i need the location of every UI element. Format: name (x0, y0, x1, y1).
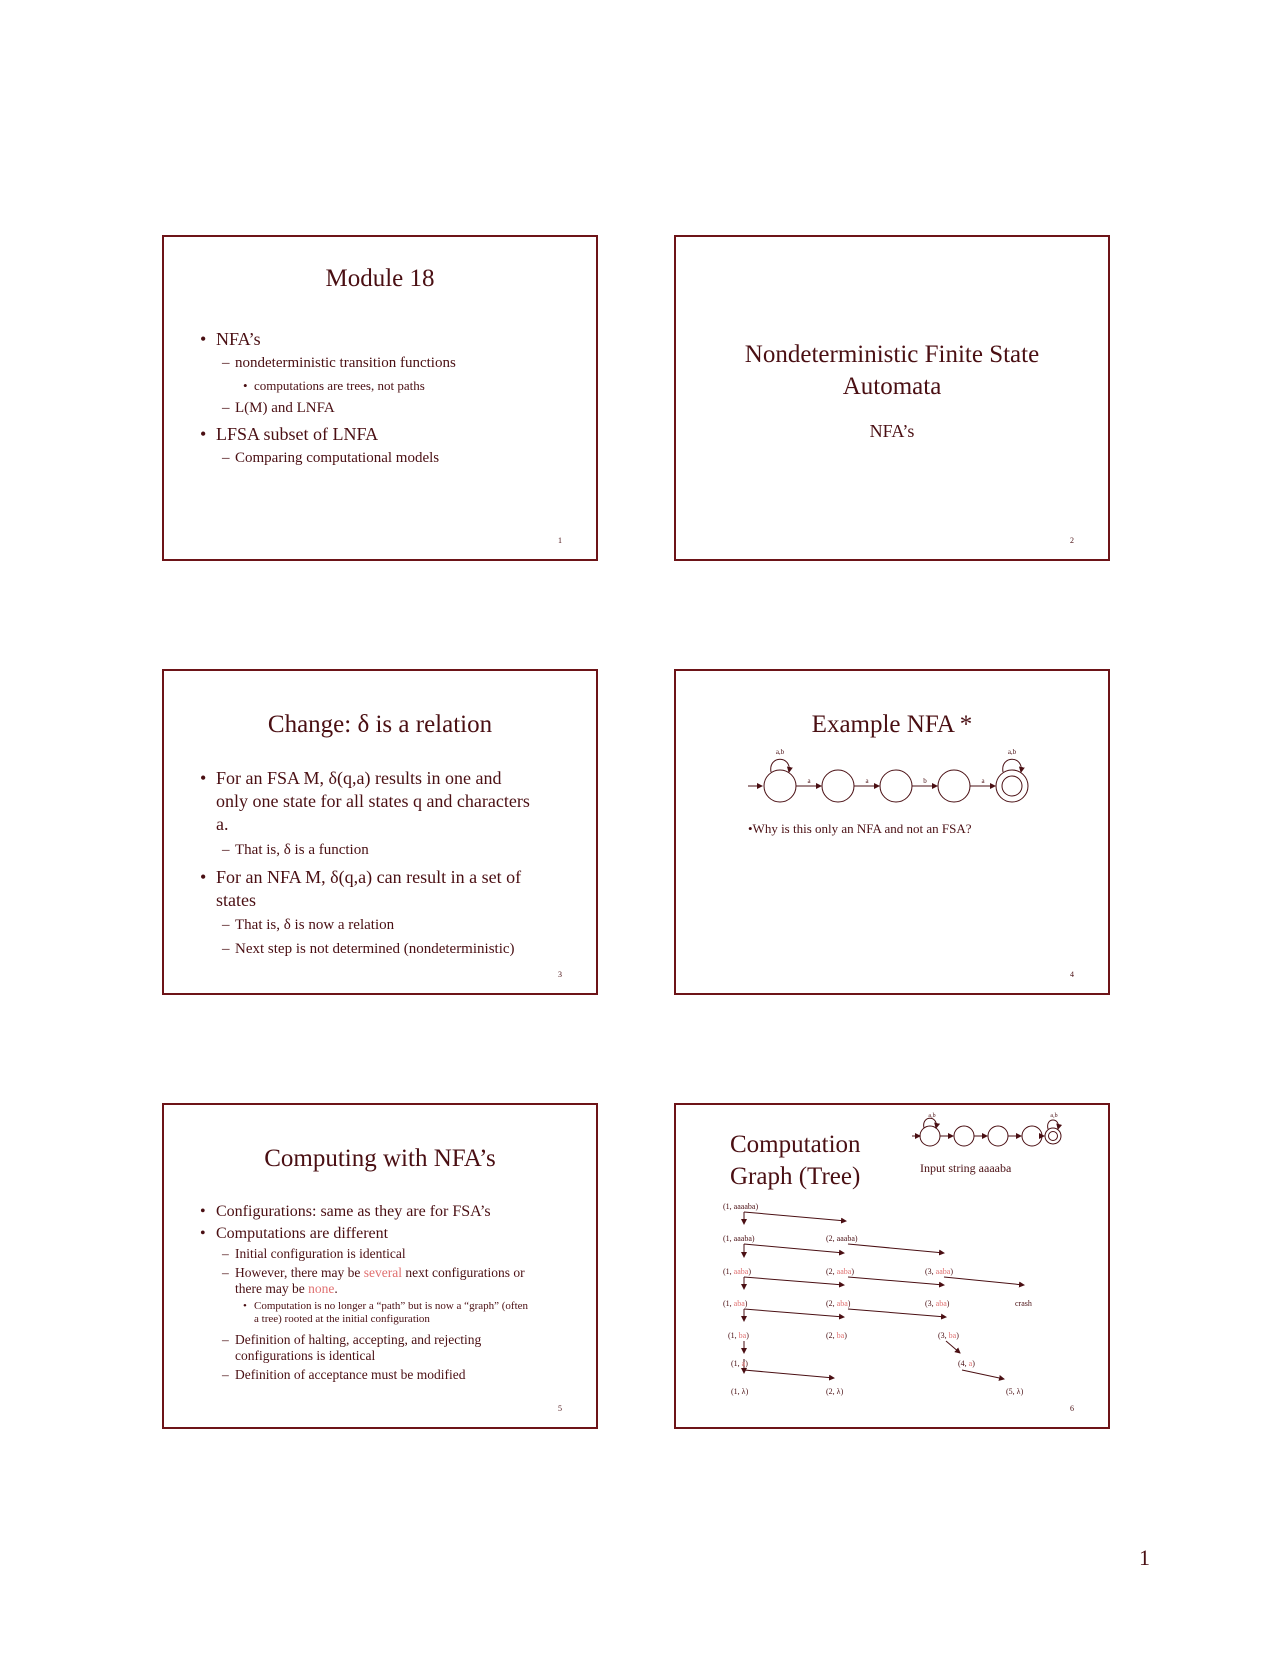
sub-bullet: – nondeterministic transition functions (235, 354, 456, 373)
slide-title: Computation (730, 1131, 861, 1158)
config: (1, ba) (728, 1331, 749, 1340)
highlight-text: none (308, 1281, 335, 1296)
state-1 (920, 1126, 940, 1146)
computation-graph (676, 1105, 1108, 1427)
config: (3, aaba) (925, 1267, 953, 1276)
slide-number: 3 (558, 970, 562, 979)
tree-edge (962, 1370, 1004, 1379)
crash-label: crash (1015, 1299, 1032, 1308)
bullet: • Configurations: same as they are for FSA’s (216, 1202, 491, 1222)
slide-subtitle: NFA’s (869, 421, 915, 441)
config: (2, ba) (826, 1331, 847, 1340)
edge-label: a (807, 777, 811, 785)
state-5-accepting (1045, 1128, 1061, 1144)
edge-label: a (981, 777, 985, 785)
state-5-inner-ring (1049, 1132, 1058, 1141)
loop-label: a,b (1050, 1113, 1058, 1119)
slide-title: Computing with NFA’s (264, 1145, 496, 1172)
sub-sub-bullet: • Computation is no longer a “path” but is now a “graph” (often (254, 1300, 528, 1313)
slide-6 (674, 1103, 1110, 1429)
slide-number: 5 (558, 1404, 562, 1413)
tree-edge (744, 1244, 844, 1253)
loop-label: a,b (928, 1113, 936, 1119)
bullet: • For an FSA M, δ(q,a) results in one and (216, 767, 501, 790)
state-4 (1022, 1126, 1042, 1146)
tree-edge (744, 1212, 846, 1221)
config: (3, aba) (925, 1299, 950, 1308)
bullet: • LFSA subset of LNFA (216, 423, 378, 446)
edge-label: a (865, 777, 869, 785)
slide-title-line2: Automata (842, 373, 942, 400)
sub-bullet: – That is, δ is now a relation (235, 916, 394, 935)
input-string-label: Input string aaaaba (920, 1161, 1012, 1175)
tree-edges (744, 1212, 1024, 1379)
state-3 (880, 770, 912, 802)
state-2 (822, 770, 854, 802)
sub-bullet: – Definition of acceptance must be modified (235, 1366, 466, 1383)
tree-edge (946, 1341, 960, 1353)
sub-bullet-continuation (235, 1280, 338, 1297)
slide-number: 6 (1070, 1404, 1074, 1413)
text: there may be (235, 1281, 309, 1296)
slide-1 (162, 235, 598, 561)
text: next configurations or (402, 1265, 525, 1280)
tree-edge (744, 1309, 844, 1317)
text: However, there may be (235, 1265, 364, 1280)
slide-3 (162, 669, 598, 995)
slide-title: Module 18 (325, 265, 435, 292)
edge-label: b (923, 777, 927, 785)
config: (1, a) (731, 1359, 748, 1368)
text: . (334, 1281, 338, 1296)
config: (2, aaaba) (826, 1234, 858, 1243)
sub-bullet: – That is, δ is a function (235, 841, 369, 860)
state-4 (938, 770, 970, 802)
bullet: • Computations are different (216, 1224, 388, 1244)
sub-bullet-continuation: configurations is identical (235, 1348, 376, 1363)
page-number: 1 (1139, 1545, 1150, 1570)
config-labels (723, 1202, 1032, 1396)
mini-nfa (912, 1113, 1061, 1146)
sub-bullet: – Initial configuration is identical (235, 1245, 406, 1262)
tree-edge (848, 1309, 946, 1317)
config: (1, aba) (723, 1299, 748, 1308)
slide-title: Example NFA * (811, 711, 973, 738)
bullet-continuation: only one state for all states q and characters (216, 791, 530, 811)
slide-title: Nondeterministic Finite State (744, 341, 1040, 368)
tree-edge (944, 1277, 1024, 1285)
bullet: • For an NFA M, δ(q,a) can result in a set of (216, 866, 521, 889)
sub-bullet (235, 1264, 525, 1281)
config: (4, a) (958, 1359, 975, 1368)
config: (3, ba) (938, 1331, 959, 1340)
config: (1, aaaaba) (723, 1202, 759, 1211)
sub-sub-bullet: • computations are trees, not paths (254, 378, 425, 394)
slide-5 (162, 1103, 598, 1429)
tree-edge (848, 1277, 944, 1285)
slide-number: 4 (1070, 970, 1074, 979)
tree-edge (744, 1277, 844, 1285)
tree-edge (848, 1244, 944, 1253)
bullet: • NFA’s (216, 328, 261, 351)
state-1 (764, 770, 796, 802)
slide-number: 2 (1070, 536, 1074, 545)
loop-label: a,b (1007, 748, 1017, 756)
slide-title: Change: δ is a relation (267, 711, 493, 738)
sub-bullet: – Next step is not determined (nondeterministic) (235, 940, 515, 959)
config: (2, aba) (826, 1299, 851, 1308)
tree-edge (744, 1370, 834, 1378)
state-5-inner-ring (1002, 776, 1022, 796)
question-text: •Why is this only an NFA and not an FSA? (748, 821, 972, 836)
slide-2 (674, 235, 1110, 561)
bullet-continuation: a. (216, 814, 229, 834)
sub-bullet: – Definition of halting, accepting, and rejecting (235, 1331, 481, 1348)
state-2 (954, 1126, 974, 1146)
state-3 (988, 1126, 1008, 1146)
config: (1, aaba) (723, 1267, 751, 1276)
slide-4 (674, 669, 1110, 995)
state-5-accepting (996, 770, 1028, 802)
loop-label: a,b (775, 748, 785, 756)
sub-bullet: – L(M) and LNFA (235, 399, 335, 418)
slide-number: 1 (558, 536, 562, 545)
bullet-continuation: states (216, 890, 256, 910)
sub-bullet: – Comparing computational models (235, 449, 439, 468)
sub-sub-bullet-continuation: a tree) rooted at the initial configuration (254, 1313, 430, 1325)
highlight-text: several (363, 1265, 403, 1280)
slide-title-line2: Graph (Tree) (730, 1163, 861, 1190)
config: (2, λ) (826, 1387, 844, 1396)
config: (1, λ) (731, 1387, 749, 1396)
config: (2, aaba) (826, 1267, 854, 1276)
config: (1, aaaba) (723, 1234, 755, 1243)
config: (5, λ) (1006, 1387, 1024, 1396)
